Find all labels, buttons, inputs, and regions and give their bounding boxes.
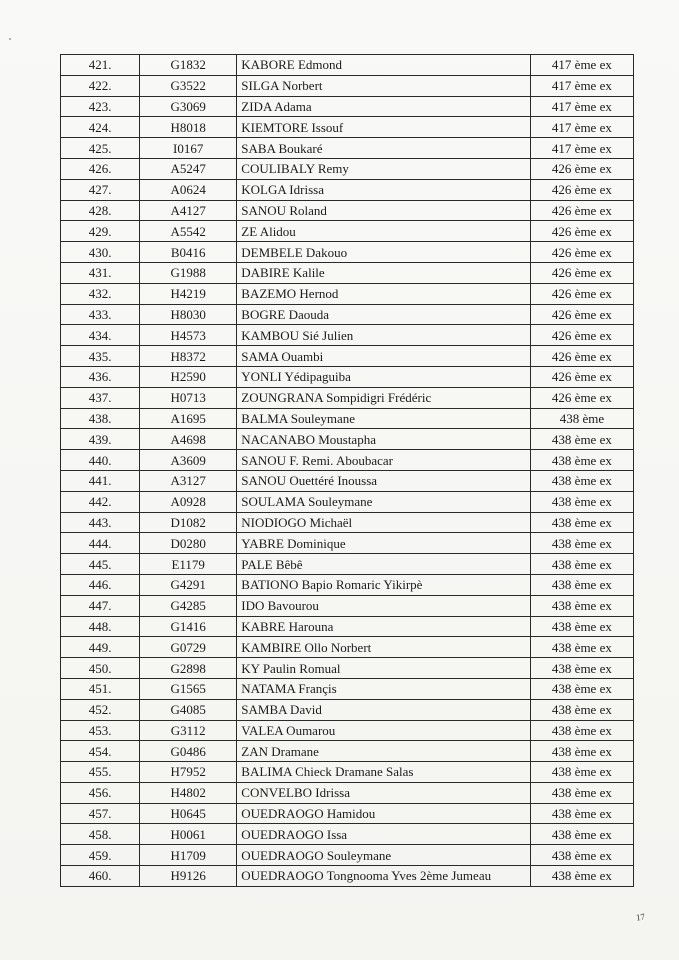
row-number-cell: 449. bbox=[61, 637, 140, 658]
rank-cell: 438 ème ex bbox=[530, 720, 633, 741]
rank-cell: 438 ème ex bbox=[530, 574, 633, 595]
candidate-name-cell: BATIONO Bapio Romaric Yikirpè bbox=[237, 574, 531, 595]
rank-cell: 438 ème ex bbox=[530, 866, 633, 887]
candidate-code-cell: B0416 bbox=[140, 242, 237, 263]
candidate-name-cell: SANOU F. Remi. Aboubacar bbox=[237, 450, 531, 471]
candidate-code-cell: A1695 bbox=[140, 408, 237, 429]
rank-cell: 417 ème ex bbox=[530, 138, 633, 159]
candidate-code-cell: H9126 bbox=[140, 866, 237, 887]
rank-cell: 417 ème ex bbox=[530, 55, 633, 76]
table-row bbox=[61, 678, 634, 699]
row-number-cell: 436. bbox=[61, 366, 140, 387]
row-number-cell: 460. bbox=[61, 866, 140, 887]
candidate-name-cell: SOULAMA Souleymane bbox=[237, 491, 531, 512]
rank-cell: 438 ème ex bbox=[530, 491, 633, 512]
rank-cell: 426 ème ex bbox=[530, 179, 633, 200]
table-row bbox=[61, 75, 634, 96]
table-row bbox=[61, 200, 634, 221]
candidate-code-cell: G1988 bbox=[140, 262, 237, 283]
candidate-code-cell: H8030 bbox=[140, 304, 237, 325]
candidate-code-cell: H0713 bbox=[140, 387, 237, 408]
candidate-code-cell: G3069 bbox=[140, 96, 237, 117]
candidate-code-cell: A0928 bbox=[140, 491, 237, 512]
rank-cell: 438 ème ex bbox=[530, 658, 633, 679]
row-number-cell: 454. bbox=[61, 741, 140, 762]
candidate-code-cell: G1832 bbox=[140, 55, 237, 76]
candidate-name-cell: NIODIOGO Michaël bbox=[237, 512, 531, 533]
candidate-name-cell: BALMA Souleymane bbox=[237, 408, 531, 429]
table-row bbox=[61, 158, 634, 179]
row-number-cell: 440. bbox=[61, 450, 140, 471]
row-number-cell: 430. bbox=[61, 242, 140, 263]
row-number-cell: 446. bbox=[61, 574, 140, 595]
row-number-cell: 421. bbox=[61, 55, 140, 76]
rank-cell: 438 ème ex bbox=[530, 429, 633, 450]
candidate-code-cell: I0167 bbox=[140, 138, 237, 159]
rank-cell: 438 ème ex bbox=[530, 616, 633, 637]
candidate-name-cell: IDO Bavourou bbox=[237, 595, 531, 616]
candidate-code-cell: H4219 bbox=[140, 283, 237, 304]
row-number-cell: 443. bbox=[61, 512, 140, 533]
candidate-name-cell: NACANABO Moustapha bbox=[237, 429, 531, 450]
candidate-name-cell: YABRE Dominique bbox=[237, 533, 531, 554]
table-row bbox=[61, 803, 634, 824]
rank-cell: 426 ème ex bbox=[530, 262, 633, 283]
candidate-code-cell: A3609 bbox=[140, 450, 237, 471]
rank-cell: 438 ème ex bbox=[530, 512, 633, 533]
row-number-cell: 450. bbox=[61, 658, 140, 679]
table-row bbox=[61, 283, 634, 304]
row-number-cell: 422. bbox=[61, 75, 140, 96]
table-row bbox=[61, 138, 634, 159]
rank-cell: 438 ème ex bbox=[530, 533, 633, 554]
candidate-name-cell: SILGA Norbert bbox=[237, 75, 531, 96]
table-row bbox=[61, 845, 634, 866]
rank-cell: 438 ème ex bbox=[530, 699, 633, 720]
row-number-cell: 448. bbox=[61, 616, 140, 637]
table-row bbox=[61, 450, 634, 471]
row-number-cell: 437. bbox=[61, 387, 140, 408]
row-number-cell: 453. bbox=[61, 720, 140, 741]
row-number-cell: 431. bbox=[61, 262, 140, 283]
row-number-cell: 444. bbox=[61, 533, 140, 554]
candidate-name-cell: ZE Alidou bbox=[237, 221, 531, 242]
candidate-code-cell: G4085 bbox=[140, 699, 237, 720]
candidate-name-cell: YONLI Yédipaguiba bbox=[237, 366, 531, 387]
rank-cell: 417 ème ex bbox=[530, 96, 633, 117]
candidate-code-cell: H2590 bbox=[140, 366, 237, 387]
table-row bbox=[61, 242, 634, 263]
table-row bbox=[61, 262, 634, 283]
rank-cell: 426 ème ex bbox=[530, 221, 633, 242]
row-number-cell: 424. bbox=[61, 117, 140, 138]
candidate-name-cell: SAMBA David bbox=[237, 699, 531, 720]
rank-cell: 438 ème ex bbox=[530, 470, 633, 491]
row-number-cell: 442. bbox=[61, 491, 140, 512]
row-number-cell: 435. bbox=[61, 346, 140, 367]
candidate-name-cell: SABA Boukaré bbox=[237, 138, 531, 159]
candidate-code-cell: H1709 bbox=[140, 845, 237, 866]
candidate-code-cell: H7952 bbox=[140, 762, 237, 783]
table-row bbox=[61, 304, 634, 325]
rank-cell: 426 ème ex bbox=[530, 200, 633, 221]
table-row bbox=[61, 782, 634, 803]
rank-cell: 438 ème ex bbox=[530, 762, 633, 783]
rank-cell: 438 ème ex bbox=[530, 845, 633, 866]
table-row bbox=[61, 408, 634, 429]
rank-cell: 438 ème ex bbox=[530, 741, 633, 762]
table-row bbox=[61, 179, 634, 200]
candidate-name-cell: ZOUNGRANA Sompidigri Frédéric bbox=[237, 387, 531, 408]
rank-cell: 438 ème ex bbox=[530, 803, 633, 824]
candidate-code-cell: A5247 bbox=[140, 158, 237, 179]
row-number-cell: 438. bbox=[61, 408, 140, 429]
rank-cell: 438 ème ex bbox=[530, 637, 633, 658]
candidate-code-cell: A4127 bbox=[140, 200, 237, 221]
candidate-name-cell: KAMBIRE Ollo Norbert bbox=[237, 637, 531, 658]
candidate-code-cell: D0280 bbox=[140, 533, 237, 554]
table-row bbox=[61, 366, 634, 387]
row-number-cell: 426. bbox=[61, 158, 140, 179]
table-row bbox=[61, 762, 634, 783]
table-row bbox=[61, 470, 634, 491]
table-row bbox=[61, 346, 634, 367]
rank-cell: 426 ème ex bbox=[530, 366, 633, 387]
rank-cell: 438 ème ex bbox=[530, 782, 633, 803]
rank-cell: 417 ème ex bbox=[530, 117, 633, 138]
row-number-cell: 432. bbox=[61, 283, 140, 304]
candidate-code-cell: G2898 bbox=[140, 658, 237, 679]
row-number-cell: 427. bbox=[61, 179, 140, 200]
candidate-code-cell: A4698 bbox=[140, 429, 237, 450]
table-row bbox=[61, 96, 634, 117]
results-table-body bbox=[61, 55, 634, 887]
table-row bbox=[61, 595, 634, 616]
rank-cell: 426 ème ex bbox=[530, 158, 633, 179]
rank-cell: 426 ème ex bbox=[530, 325, 633, 346]
row-number-cell: 457. bbox=[61, 803, 140, 824]
candidate-name-cell: DABIRE Kalile bbox=[237, 262, 531, 283]
row-number-cell: 458. bbox=[61, 824, 140, 845]
row-number-cell: 439. bbox=[61, 429, 140, 450]
scan-speck bbox=[9, 38, 11, 40]
row-number-cell: 445. bbox=[61, 554, 140, 575]
candidate-name-cell: SANOU Roland bbox=[237, 200, 531, 221]
table-row bbox=[61, 491, 634, 512]
candidate-code-cell: G1565 bbox=[140, 678, 237, 699]
rank-cell: 438 ème ex bbox=[530, 678, 633, 699]
candidate-name-cell: KOLGA Idrissa bbox=[237, 179, 531, 200]
table-row bbox=[61, 637, 634, 658]
row-number-cell: 433. bbox=[61, 304, 140, 325]
table-row bbox=[61, 616, 634, 637]
table-row bbox=[61, 554, 634, 575]
rank-cell: 438 ème ex bbox=[530, 450, 633, 471]
row-number-cell: 423. bbox=[61, 96, 140, 117]
table-row bbox=[61, 741, 634, 762]
candidate-name-cell: BAZEMO Hernod bbox=[237, 283, 531, 304]
row-number-cell: 428. bbox=[61, 200, 140, 221]
table-row bbox=[61, 824, 634, 845]
candidate-name-cell: OUEDRAOGO Hamidou bbox=[237, 803, 531, 824]
row-number-cell: 451. bbox=[61, 678, 140, 699]
candidate-code-cell: G4291 bbox=[140, 574, 237, 595]
candidate-name-cell: NATAMA Françis bbox=[237, 678, 531, 699]
page-number: 17 bbox=[635, 911, 646, 923]
table-row bbox=[61, 117, 634, 138]
candidate-code-cell: A0624 bbox=[140, 179, 237, 200]
candidate-code-cell: A5542 bbox=[140, 221, 237, 242]
candidate-name-cell: SANOU Ouettéré Inoussa bbox=[237, 470, 531, 491]
rank-cell: 426 ème ex bbox=[530, 283, 633, 304]
rank-cell: 438 ème bbox=[530, 408, 633, 429]
results-table bbox=[60, 54, 634, 887]
row-number-cell: 456. bbox=[61, 782, 140, 803]
candidate-code-cell: A3127 bbox=[140, 470, 237, 491]
table-row bbox=[61, 658, 634, 679]
candidate-code-cell: H8372 bbox=[140, 346, 237, 367]
candidate-code-cell: G0486 bbox=[140, 741, 237, 762]
candidate-name-cell: KY Paulin Romual bbox=[237, 658, 531, 679]
candidate-name-cell: ZIDA Adama bbox=[237, 96, 531, 117]
candidate-code-cell: D1082 bbox=[140, 512, 237, 533]
candidate-code-cell: G0729 bbox=[140, 637, 237, 658]
rank-cell: 438 ème ex bbox=[530, 595, 633, 616]
table-row bbox=[61, 55, 634, 76]
table-row bbox=[61, 221, 634, 242]
candidate-name-cell: VALEA Oumarou bbox=[237, 720, 531, 741]
table-row bbox=[61, 387, 634, 408]
candidate-code-cell: H0061 bbox=[140, 824, 237, 845]
table-row bbox=[61, 325, 634, 346]
candidate-code-cell: G3112 bbox=[140, 720, 237, 741]
rank-cell: 417 ème ex bbox=[530, 75, 633, 96]
row-number-cell: 425. bbox=[61, 138, 140, 159]
table-row bbox=[61, 699, 634, 720]
row-number-cell: 452. bbox=[61, 699, 140, 720]
table-row bbox=[61, 533, 634, 554]
rank-cell: 438 ème ex bbox=[530, 554, 633, 575]
table-row bbox=[61, 429, 634, 450]
candidate-name-cell: SAMA Ouambi bbox=[237, 346, 531, 367]
candidate-name-cell: KIEMTORE Issouf bbox=[237, 117, 531, 138]
candidate-code-cell: G3522 bbox=[140, 75, 237, 96]
rank-cell: 426 ème ex bbox=[530, 387, 633, 408]
candidate-name-cell: DEMBELE Dakouo bbox=[237, 242, 531, 263]
candidate-name-cell: CONVELBO Idrissa bbox=[237, 782, 531, 803]
candidate-name-cell: OUEDRAOGO Souleymane bbox=[237, 845, 531, 866]
candidate-code-cell: H4802 bbox=[140, 782, 237, 803]
row-number-cell: 441. bbox=[61, 470, 140, 491]
rank-cell: 438 ème ex bbox=[530, 824, 633, 845]
candidate-code-cell: H8018 bbox=[140, 117, 237, 138]
row-number-cell: 429. bbox=[61, 221, 140, 242]
rank-cell: 426 ème ex bbox=[530, 242, 633, 263]
candidate-name-cell: KABORE Edmond bbox=[237, 55, 531, 76]
candidate-code-cell: G1416 bbox=[140, 616, 237, 637]
candidate-code-cell: G4285 bbox=[140, 595, 237, 616]
candidate-name-cell: KAMBOU Sié Julien bbox=[237, 325, 531, 346]
candidate-name-cell: OUEDRAOGO Tongnooma Yves 2ème Jumeau bbox=[237, 866, 531, 887]
candidate-name-cell: PALE Bêbê bbox=[237, 554, 531, 575]
rank-cell: 426 ème ex bbox=[530, 304, 633, 325]
table-row bbox=[61, 574, 634, 595]
row-number-cell: 434. bbox=[61, 325, 140, 346]
row-number-cell: 455. bbox=[61, 762, 140, 783]
candidate-name-cell: KABRE Harouna bbox=[237, 616, 531, 637]
candidate-name-cell: BALIMA Chieck Dramane Salas bbox=[237, 762, 531, 783]
candidate-code-cell: E1179 bbox=[140, 554, 237, 575]
table-row bbox=[61, 866, 634, 887]
table-row bbox=[61, 512, 634, 533]
row-number-cell: 447. bbox=[61, 595, 140, 616]
candidate-name-cell: COULIBALY Remy bbox=[237, 158, 531, 179]
candidate-name-cell: OUEDRAOGO Issa bbox=[237, 824, 531, 845]
table-row bbox=[61, 720, 634, 741]
candidate-code-cell: H0645 bbox=[140, 803, 237, 824]
candidate-name-cell: ZAN Dramane bbox=[237, 741, 531, 762]
candidate-name-cell: BOGRE Daouda bbox=[237, 304, 531, 325]
row-number-cell: 459. bbox=[61, 845, 140, 866]
rank-cell: 426 ème ex bbox=[530, 346, 633, 367]
candidate-code-cell: H4573 bbox=[140, 325, 237, 346]
